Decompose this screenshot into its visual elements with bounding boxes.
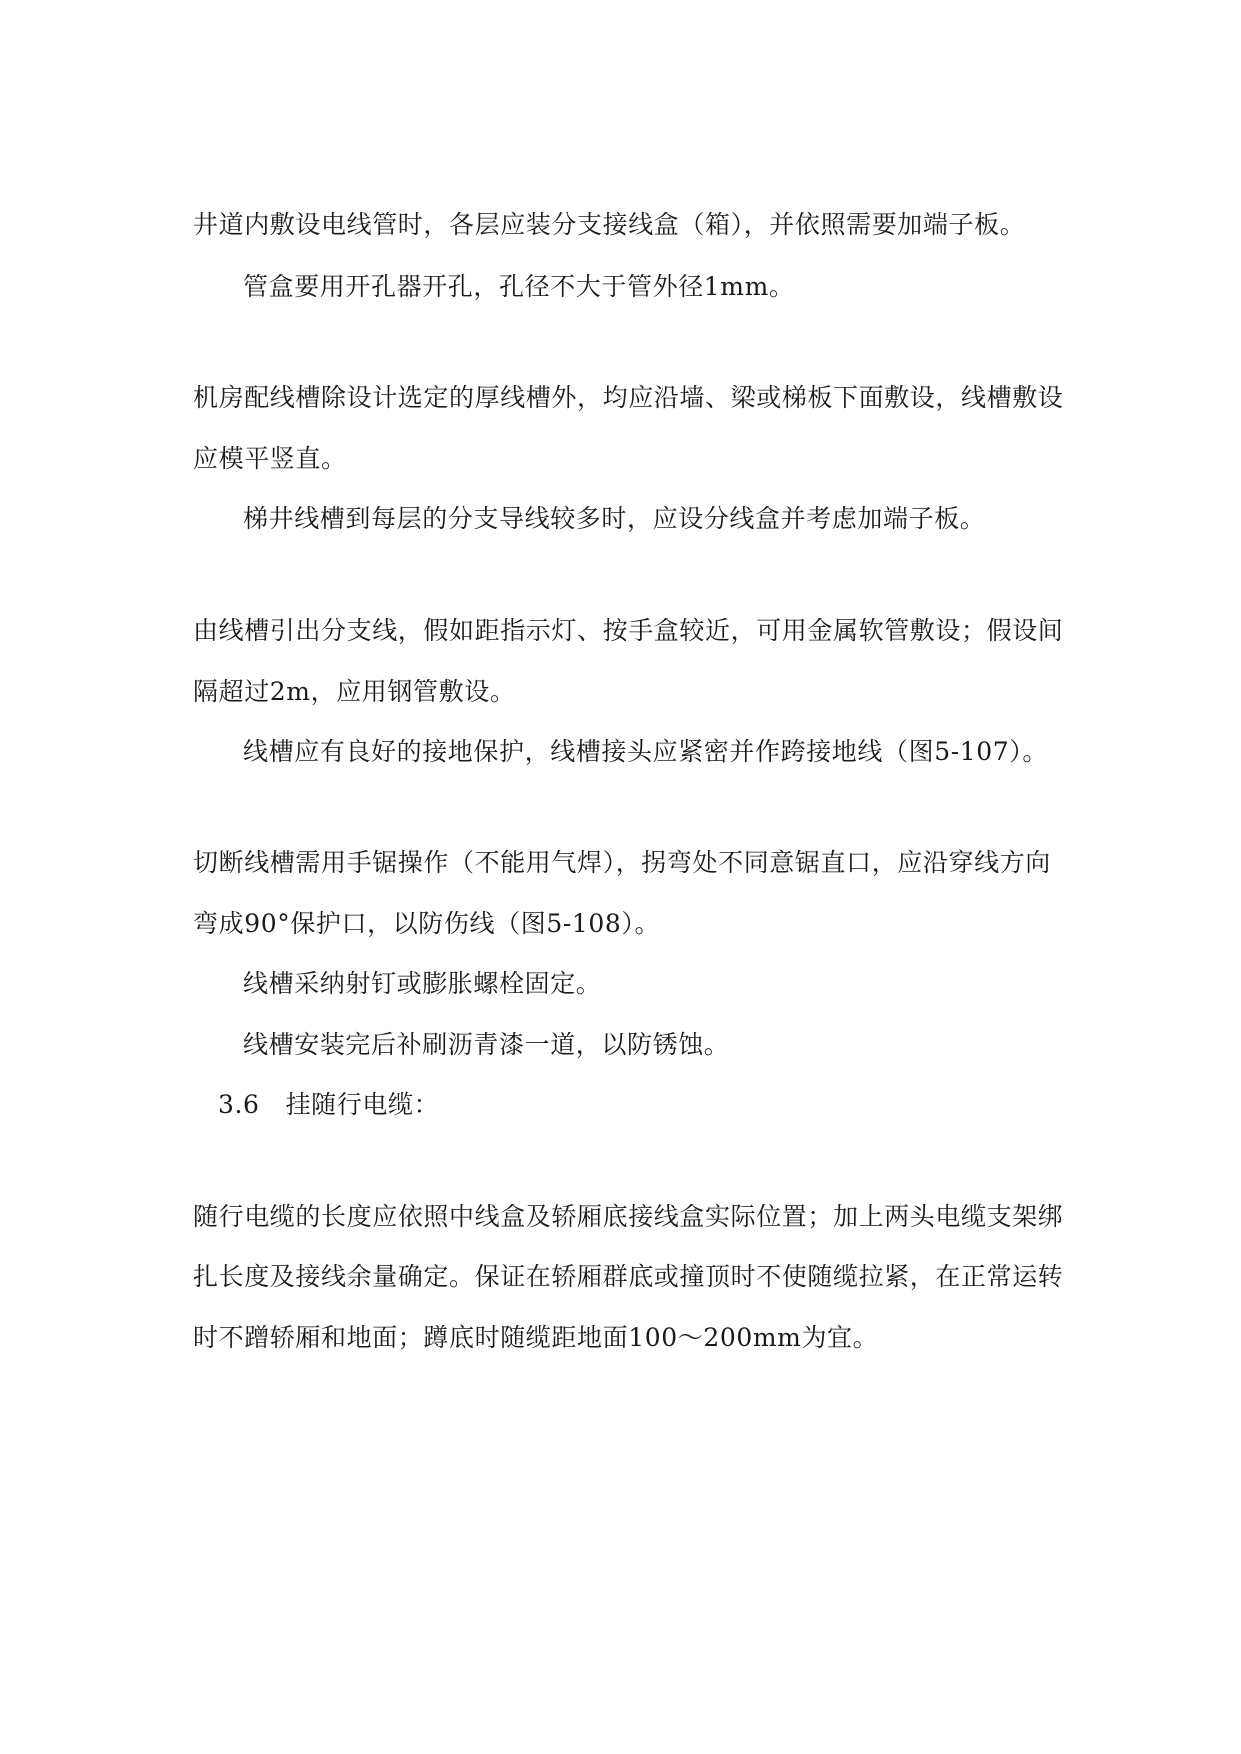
text-line: 扎长度及接线余量确定。保证在轿厢群底或撞顶时不使随缆拉紧，在正常运转 <box>193 1262 1064 1291</box>
text-line: 随行电缆的长度应依照中线盒及轿厢底接线盒实际位置；加上两头电缆支架绑 <box>193 1202 1064 1231</box>
text-line: 线槽采纳射钉或膨胀螺栓固定。 <box>243 969 602 998</box>
text-line: 由线槽引出分支线，假如距指示灯、按手盒较近，可用金属软管敷设；假设间 <box>193 616 1064 645</box>
section-number: 3.6 <box>218 1090 260 1119</box>
section-heading <box>218 1090 1078 1120</box>
text-line: 线槽安装完后补刷沥青漆一道，以防锈蚀。 <box>243 1030 730 1059</box>
text-line: 管盒要用开孔器开孔，孔径不大于管外径1mm。 <box>243 272 795 301</box>
text-line: 井道内敷设电线管时，各层应装分支接线盒（箱），并依照需要加端子板。 <box>193 210 1026 239</box>
text-line: 梯井线槽到每层的分支导线较多时，应设分线盒并考虑加端子板。 <box>243 504 986 533</box>
text-line: 隔超过2m，应用钢管敷设。 <box>193 677 516 706</box>
section-title: 挂随行电缆： <box>285 1090 440 1119</box>
text-line: 应模平竖直。 <box>193 444 347 473</box>
text-line: 时不蹭轿厢和地面；蹲底时随缆距地面100～200mm为宜。 <box>193 1323 879 1352</box>
text-line: 弯成90°保护口，以防伤线（图5-108）。 <box>193 909 661 938</box>
text-line: 切断线槽需用手锯操作（不能用气焊），拐弯处不同意锯直口，应沿穿线方向 <box>193 848 1051 877</box>
text-line: 机房配线槽除设计选定的厚线槽外，均应沿墙、梁或梯板下面敷设，线槽敷设 <box>193 383 1064 412</box>
text-line: 线槽应有良好的接地保护，线槽接头应紧密并作跨接地线（图5-107）。 <box>243 737 1048 766</box>
